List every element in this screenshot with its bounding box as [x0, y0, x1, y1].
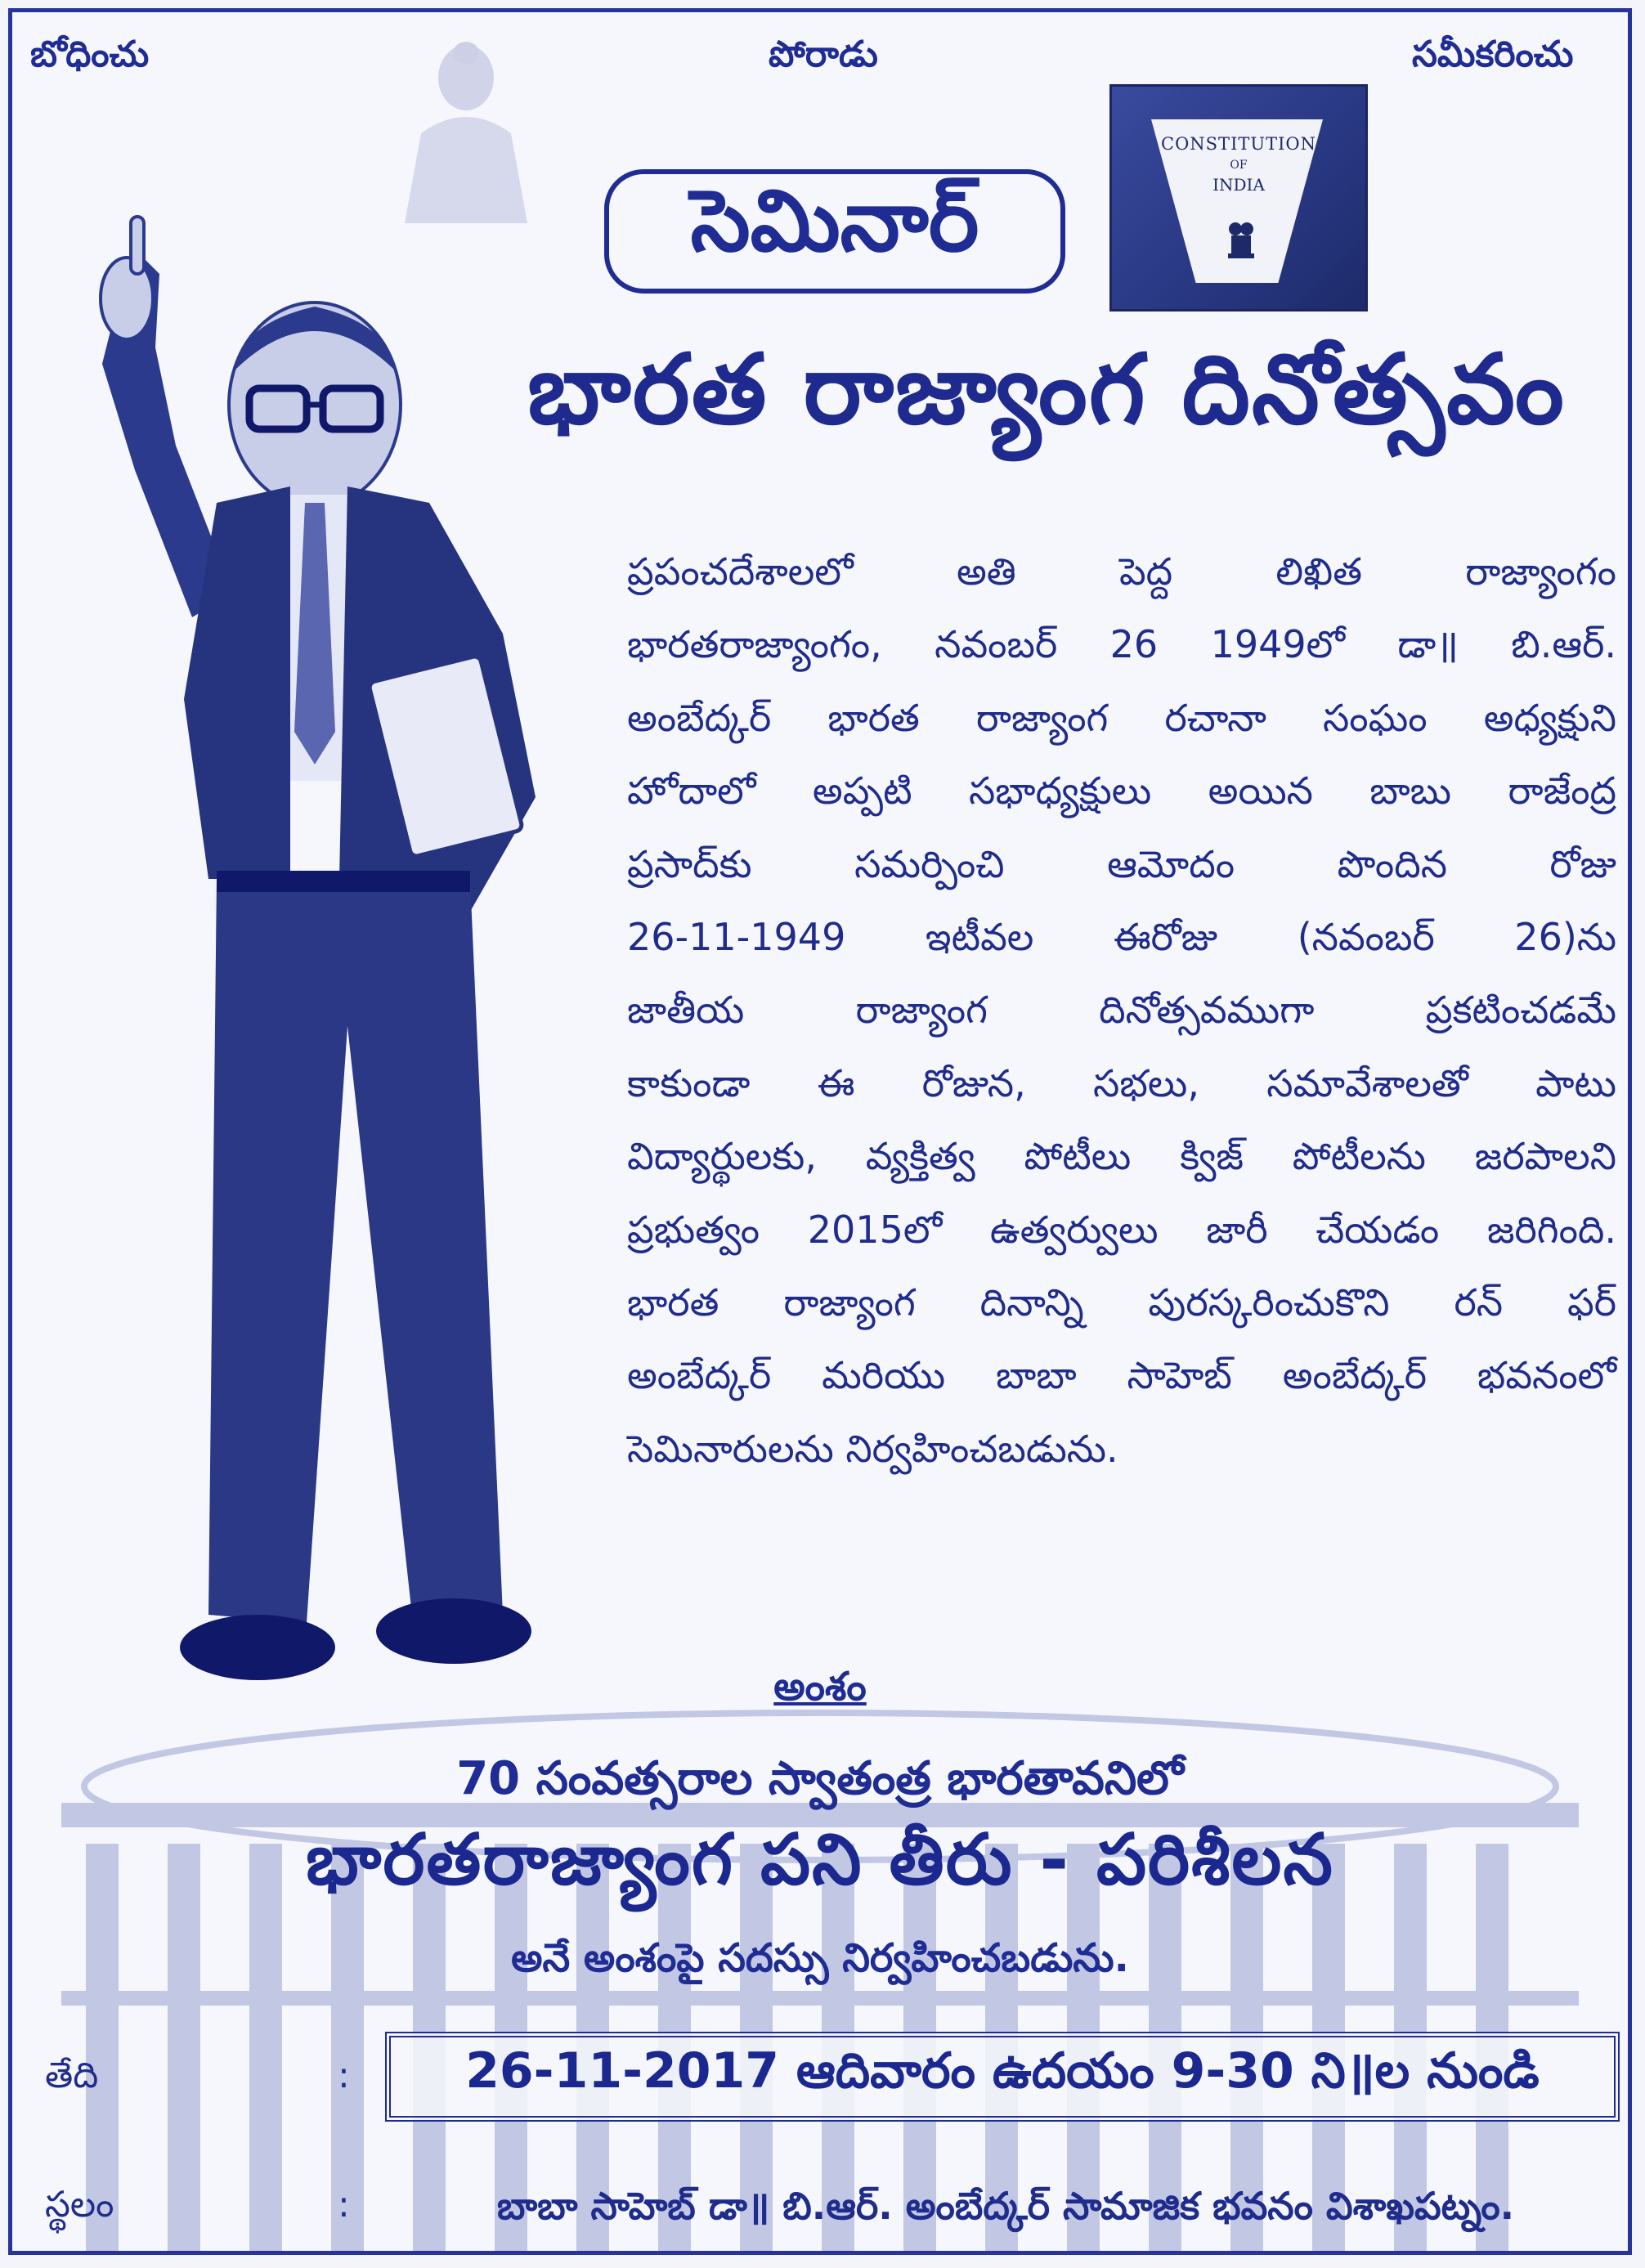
seminar-badge: సెమినార్ — [604, 169, 1065, 294]
book-title-line1: CONSTITUTION — [1161, 134, 1316, 154]
motto-agitate: పోరాడు — [769, 34, 878, 75]
paragraph-line: భారత రాజ్యాంగ దినాన్ని పురస్కరించుకొని రన్ ఫర్ — [627, 1280, 1616, 1324]
theme-subtitle: 70 సంవత్సరాల స్వాతంత్ర భారతావనిలో — [456, 1752, 1184, 1805]
poster-frame — [8, 8, 1632, 2255]
paragraph-line: అంబేద్కర్ భారత రాజ్యాంగ రచానా సంఘం అధ్యక్షుని — [627, 695, 1616, 740]
venue-label: స్థలం — [45, 2184, 114, 2225]
ashoka-emblem-icon — [1226, 219, 1256, 260]
paragraph-line: జాతీయ రాజ్యాంగ దినోత్సవముగా ప్రకటించడమే — [627, 988, 1616, 1033]
description-paragraph — [627, 536, 1616, 1486]
paragraph-line: ప్రపంచదేశాలలో అతి పెద్ద లిఖిత రాజ్యాంగం — [627, 549, 1616, 594]
book-title-line2: OF — [1230, 159, 1248, 172]
paragraph-line: విద్యార్థులకు, వ్యక్తిత్వ పోటీలు క్విజ్ పోటీలను జరపాలని — [627, 1134, 1616, 1179]
motto-educate: బోధించు — [30, 34, 150, 75]
date-label: తేది — [45, 2055, 99, 2096]
paragraph-line: అంబేద్కర్ మరియు బాబా సాహెబ్ అంబేద్కర్ భవనంలో — [627, 1353, 1616, 1398]
paragraph-line: హోదాలో అప్పటి సభాధ్యక్షులు అయిన బాబు రాజేంద్ర — [627, 769, 1616, 814]
date-box: 26-11-2017 ఆదివారం ఉదయం 9-30 ని॥ల నుండి — [385, 2032, 1620, 2122]
date-colon: : — [338, 2055, 350, 2096]
paragraph-line: సెమినారులను నిర్వహించబడును. — [627, 1426, 1118, 1471]
constitution-book-image — [1109, 84, 1368, 312]
theme-heading: భారతరాజ్యాంగ పని తీరు - పరిశీలన — [306, 1819, 1334, 1901]
book-title-line3: INDIA — [1212, 175, 1265, 195]
paragraph-line: ప్రభుత్వం 2015లో ఉత్వర్వులు జారీ చేయడం జరిగింది. — [627, 1207, 1616, 1252]
paragraph-line: ప్రసాద్‌కు సమర్పించి ఆమోదం పొందిన రోజు — [627, 841, 1616, 886]
paragraph-line: భారతరాజ్యాంగం, నవంబర్ 26 1949లో డా॥ బి.ఆర్. — [627, 622, 1616, 667]
theme-label: అంశం — [773, 1664, 867, 1710]
theme-ending: అనే అంశంపై సదస్సు నిర్వహించబడును. — [511, 1935, 1129, 1981]
motto-organize: సమీకరించు — [1412, 34, 1574, 75]
paragraph-line: 26-11-1949 ఇటీవల ఈరోజు (నవంబర్ 26)ను — [627, 914, 1616, 959]
page-title: భారత రాజ్యాంగ దినోత్సవం — [527, 333, 1566, 446]
buddha-image — [372, 35, 560, 223]
venue-value: బాబా సాహెబ్ డా॥ బి.ఆర్. అంబేద్కర్ సామాజిక భవనం విశాఖపట్నం. — [496, 2184, 1515, 2228]
ambedkar-portrait-image — [45, 208, 634, 1746]
paragraph-line: కాకుండా ఈ రోజున, సభలు, సమావేశాలతో పాటు — [627, 1060, 1616, 1105]
venue-colon: : — [338, 2184, 350, 2225]
